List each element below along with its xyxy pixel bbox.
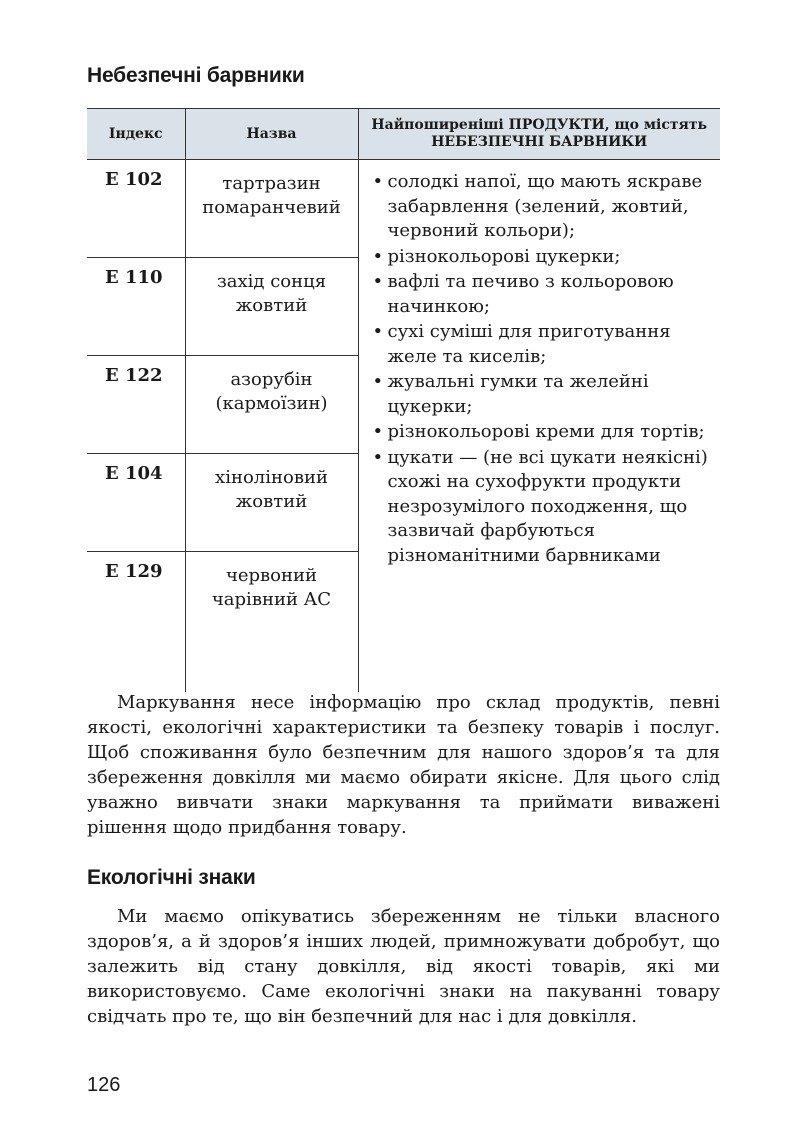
header-name: Назва bbox=[185, 109, 358, 160]
product-item: • різнокольорові креми для тортів; bbox=[373, 420, 715, 445]
product-item: • вафлі та печиво з кольоровою начинкою; bbox=[373, 270, 715, 319]
table-header-row bbox=[87, 109, 720, 160]
dye-index: Е 102 bbox=[87, 160, 185, 258]
products-cell bbox=[358, 160, 720, 693]
dyes-table bbox=[87, 108, 720, 692]
header-products: Найпоширеніші ПРОДУКТИ, що містять НЕБЕЗПЕЧНІ БАРВНИКИ bbox=[358, 109, 720, 160]
dye-index: Е 104 bbox=[87, 454, 185, 552]
dye-name: азорубін (кармоїзин) bbox=[185, 356, 358, 454]
dye-name: червоний чарівний АС bbox=[185, 552, 358, 693]
products-list bbox=[373, 170, 715, 568]
dye-index: Е 129 bbox=[105, 561, 163, 582]
section-heading-dyes: Небезпечні барвники bbox=[87, 64, 305, 87]
product-item: • солодкі напої, що мають яскраве забарвлення (зелений, жовтий, червоний кольори); bbox=[373, 170, 715, 244]
dye-index: Е 122 bbox=[87, 356, 185, 454]
product-item: • різнокольорові цукерки; bbox=[373, 245, 715, 270]
product-item: • сухі суміші для приготування желе та киселів; bbox=[373, 320, 715, 369]
section-heading-eco-signs: Екологічні знаки bbox=[87, 866, 256, 889]
dye-name: тартразин помаранчевий bbox=[185, 160, 358, 258]
header-index: Індекс bbox=[87, 109, 185, 160]
paragraph-eco-signs: Ми маємо опікуватись збереженням не тільки власного здоров’я, а й здоров’я інших людей, примножувати добробут, що залежить від стану довкілля, від якості товарів, які ми використовуємо. Саме екологічні знаки на пакуванні товару свідчать про те, що він безпечний для нас і для довкілля. bbox=[87, 906, 720, 1027]
dye-index: Е 110 bbox=[87, 258, 185, 356]
product-item: • жувальні гумки та желейні цукерки; bbox=[373, 370, 715, 419]
page-number: 126 bbox=[87, 1074, 121, 1096]
dye-name: захід сонця жовтий bbox=[185, 258, 358, 356]
dye-name: хіноліновий жовтий bbox=[185, 454, 358, 552]
table-row bbox=[87, 160, 720, 258]
paragraph-labeling: Маркування несе інформацію про склад продуктів, певні якості, екологічні характеристики та безпеку товарів і послуг. Щоб споживання було безпечним для нашого здоров’я та для збереження довкілля ми маємо обирати якісне. Для цього слід уважно вивчати знаки маркування та приймати виважені рішення щодо придбання товару. bbox=[87, 692, 720, 838]
product-item: • цукати — (не всі цукати неякісні) схожі на сухофрукти продукти незрозумілого походження, що зазвичай фарбуються різноманітними барвниками bbox=[373, 446, 715, 569]
